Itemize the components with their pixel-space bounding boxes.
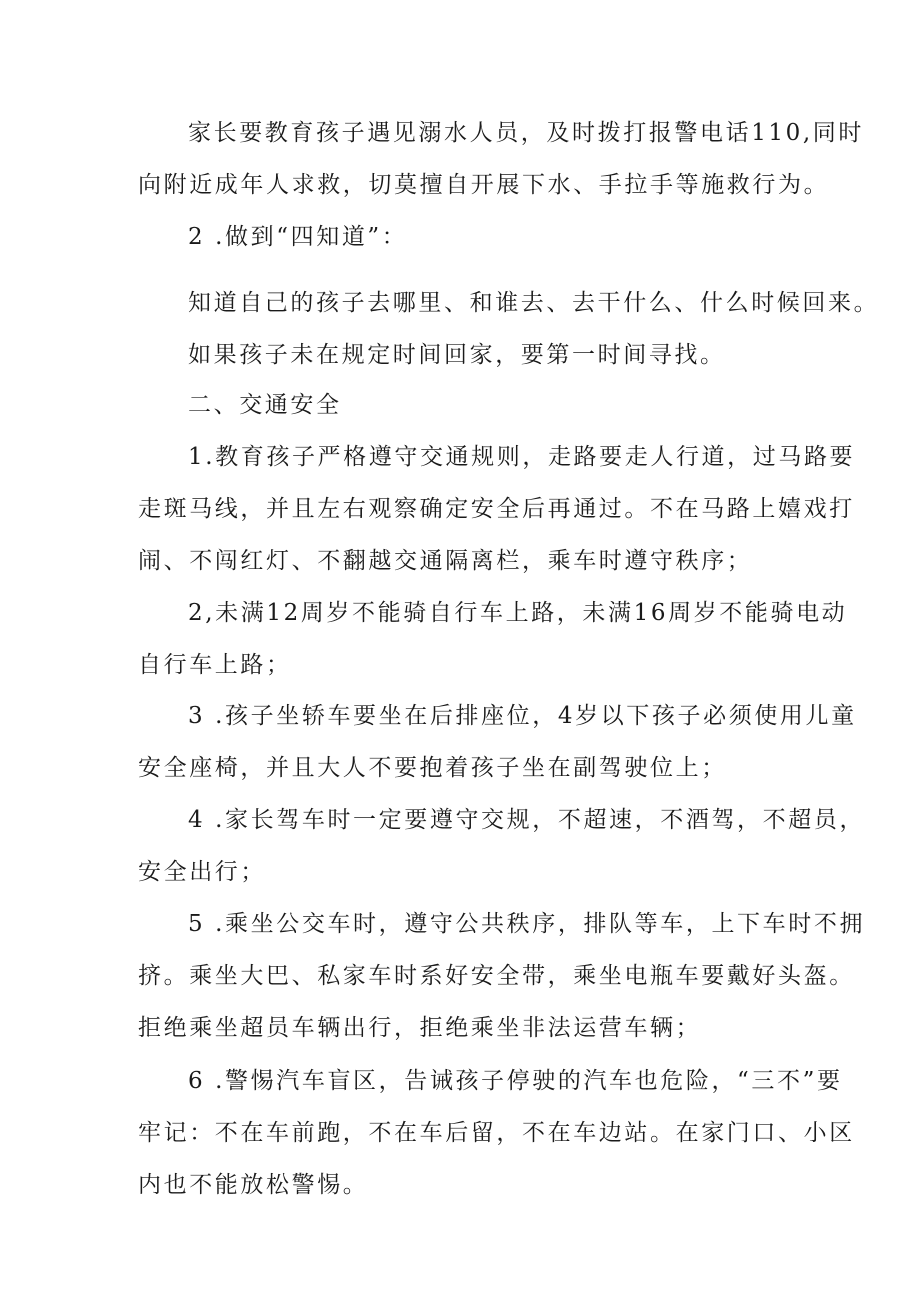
text-line: 6 .警惕汽车盲区，告诫孩子停驶的汽车也危险，“三不”要: [188, 1068, 843, 1094]
text-line: 走斑马线，并且左右观察确定安全后再通过。不在马路上嬉戏打: [138, 496, 855, 522]
text-line: 牢记：不在车前跑，不在车后留，不在车边站。在家门口、小区: [138, 1120, 855, 1146]
text-line: 知道自己的孩子去哪里、和谁去、去干什么、什么时候回来。: [188, 290, 880, 316]
text-line: 4 .家长驾车时一定要遵守交规，不超速，不酒驾，不超员，: [188, 807, 866, 833]
text-line: 2,未满12周岁不能骑自行车上路，未满16周岁不能骑电动: [188, 600, 848, 626]
text-line: 向附近成年人求救，切莫擅自开展下水、手拉手等施救行为。: [138, 172, 830, 198]
list-item-heading: 2 .做到“四知道”：: [188, 224, 408, 250]
text-line: 自行车上路；: [138, 652, 292, 678]
text-line: 3 .孩子坐轿车要坐在后排座位，4岁以下孩子必须使用儿童: [188, 703, 857, 729]
text-line: 如果孩子未在规定时间回家，要第一时间寻找。: [188, 342, 726, 368]
text-line: 5 .乘坐公交车时，遵守公共秩序，排队等车，上下车时不拥: [188, 911, 866, 937]
text-line: 安全座椅，并且大人不要抱着孩子坐在副驾驶位上；: [138, 755, 727, 781]
text-line: 拒绝乘坐超员车辆出行，拒绝乘坐非法运营车辆；: [138, 1015, 702, 1041]
text-line: 内也不能放松警惕。: [138, 1172, 369, 1198]
text-line: 安全出行；: [138, 859, 266, 885]
text-line: 1.教育孩子严格遵守交通规则，走路要走人行道，过马路要: [188, 444, 856, 470]
text-line: 家长要教育孩子遇见溺水人员，及时拨打报警电话110,同时: [188, 120, 865, 146]
section-heading: 二、交通安全: [188, 392, 342, 418]
text-line: 挤。乘坐大巴、私家车时系好安全带，乘坐电瓶车要戴好头盔。: [138, 963, 855, 989]
text-line: 闹、不闯红灯、不翻越交通隔离栏，乘车时遵守秩序；: [138, 548, 753, 574]
